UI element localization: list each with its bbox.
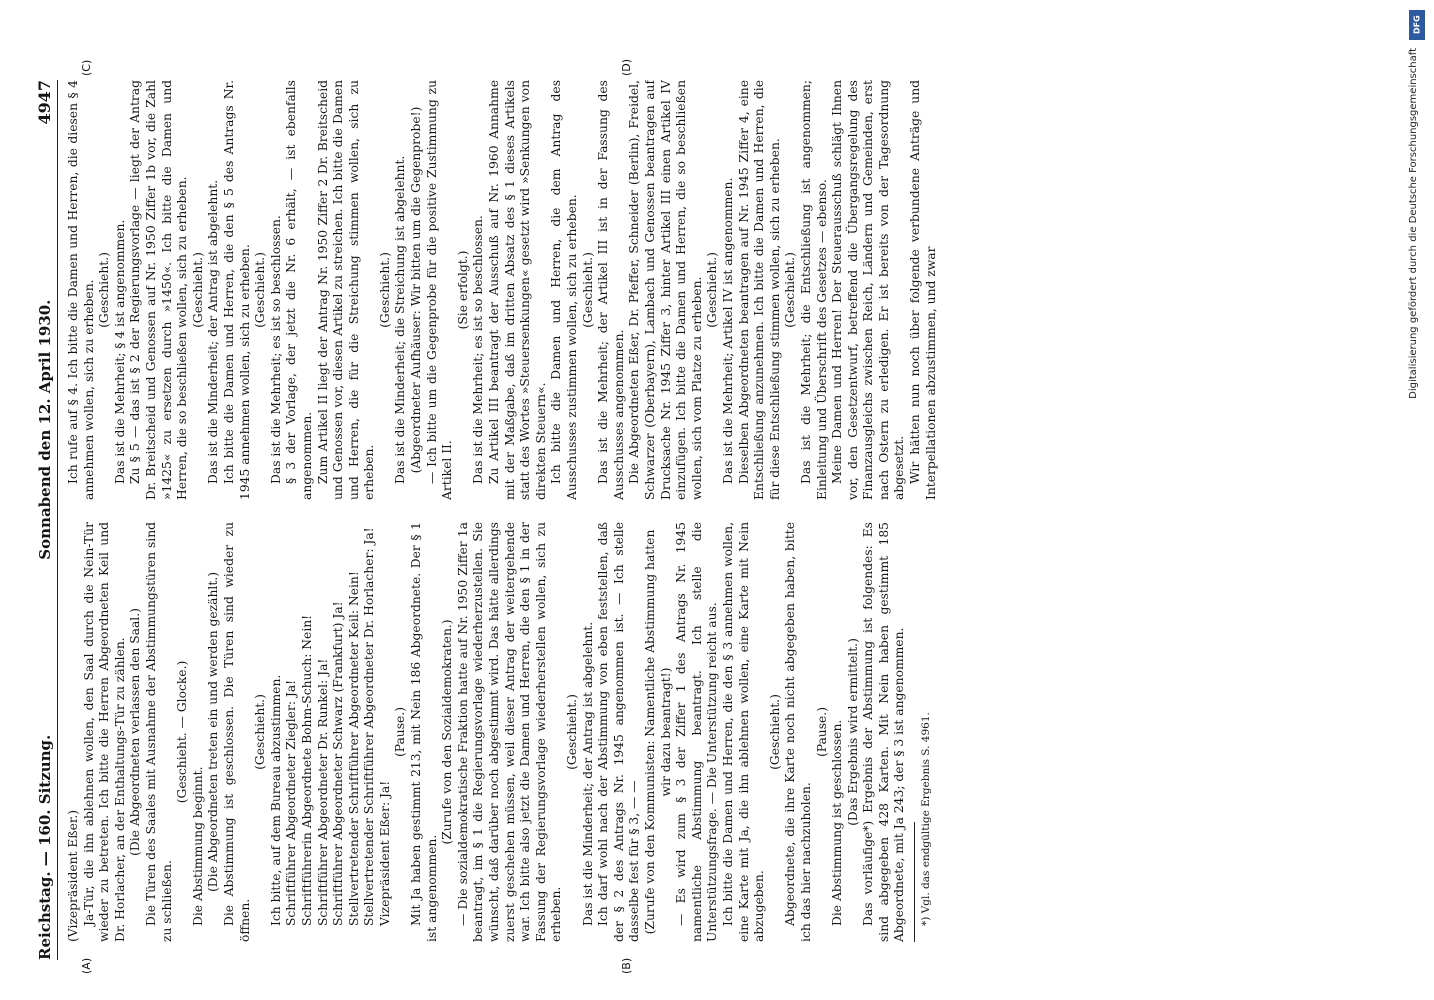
- paragraph: Stellvertretender Schriftführer Abgeordneter Dr. Horlacher: Ja!: [362, 527, 377, 926]
- dfg-logo-icon: DFG: [1409, 10, 1425, 40]
- paragraph: — Ich bitte um die Gegenprobe für die positive Zustimmung zu Artikel II.: [424, 80, 455, 500]
- paragraph: (Geschieht.): [767, 694, 782, 770]
- paragraph: (Pause.): [393, 706, 408, 758]
- paragraph: Das ist die Minderheit; der Antrag ist abgelehnt.: [206, 179, 221, 484]
- paragraph: Das ist die Mehrheit; § 4 ist angenommen.: [112, 219, 127, 484]
- paragraph: Das vorläufige*) Ergebnis der Abstimmung ist folgendes: Es sind abgegeben 428 Karten. Mit Nein haben gestimmt 185 Abgeordnete, mit Ja 243; der § 3 ist angenommen.: [861, 522, 907, 942]
- paragraph: (Die Abgeordneten verlassen den Saal.): [128, 608, 143, 856]
- paragraph: Zu Artikel III beantragt der Ausschuß auf Nr. 1960 Annahme mit der Maßgabe, daß im dritten Absatz des § 1 dieses Artikels statt des Wortes »Steuersenkungen« gesetzt wird »Senkungen von direkten Steuern«.: [487, 80, 548, 500]
- paragraph: Wir hätten nun noch über folgende verbundene Anträge und Interpellationen abzustimmen, und zwar: [908, 80, 938, 500]
- footnote-rule: [914, 822, 915, 942]
- paragraph: (Vizepräsident Eßer.): [66, 809, 80, 942]
- footnote: *) Vgl. das endgültige Ergebnis S. 4961.: [920, 712, 933, 926]
- paragraph: Schriftführer Abgeordneter Ziegler: Ja!: [284, 679, 299, 926]
- margin-marker-a: (A): [80, 957, 93, 974]
- paragraph: (Geschieht. — Glocke.): [175, 660, 190, 804]
- margin-marker-c: (C): [80, 59, 93, 76]
- paragraph: Das ist die Mehrheit; die Entschließung ist angenommen; Einleitung und Überschrift des Gesetzes — ebenso.: [798, 80, 829, 500]
- margin-marker-b: (B): [620, 957, 633, 974]
- paragraph: Meine Damen und Herren! Der Steuerausschuß schlägt Ihnen vor, den Gesetzentwurf, betreffend die Übergangsregelung des Finanzausgleichs zwischen Reich, Ländern und Gemeinden, erst nach Ostern zu erledigen. Er ist bereits von der Tagesordnung abgesetzt.: [830, 80, 907, 500]
- paragraph: Zu § 5 — das ist § 2 der Regierungsvorlage — liegt der Antrag Dr. Breitscheid und Genossen auf Nr. 1950 Ziffer 1b vor, die Zahl »1425« zu ersetzen durch »1450«. Ich bitte die Damen und Herren, die so beschließen wollen, sich zu erheben.: [128, 80, 190, 500]
- paragraph: (Zurufe von den Sozialdemokraten.): [440, 619, 455, 845]
- paragraph: Das ist die Minderheit; die Streichung ist abgelehnt.: [393, 155, 408, 484]
- left-column: [66, 522, 1216, 942]
- paragraph: (Die Abgeordneten treten ein und werden gezählt.): [206, 572, 221, 892]
- paragraph: Schriftführerin Abgeordnete Bohm-Schuch: Nein!: [299, 614, 314, 926]
- paragraph: (Geschieht.): [97, 252, 112, 328]
- paragraph: Die Abgeordneten Eßer, Dr. Pfeffer, Schneider (Berlin), Freidel, Schwarzer (Oberbayern), Lambach und Genossen beantragen auf Drucksache Nr. 1945 Ziffer 3, hinter Artikel III einen Artikel IV einzufügen. Ich bitte die Damen und Herren, die so beschließen wollen, sich vom Platze zu erheben.: [627, 80, 704, 500]
- paragraph: (Geschieht.): [253, 694, 268, 770]
- paragraph: (Pause.): [814, 706, 829, 758]
- paragraph: Das ist die Mehrheit; Artikel IV ist angenommen.: [720, 177, 735, 484]
- paragraph: (Das Ergebnis wird ermittelt.): [845, 638, 860, 826]
- paragraph: Mit Ja haben gestimmt 213, mit Nein 186 Abgeordnete. Der § 1 ist angenommen.: [409, 522, 439, 942]
- paragraph: (Abgeordneter Aufhäuser: Wir bitten um die Gegenprobe!): [409, 106, 424, 474]
- right-column: [66, 80, 1216, 500]
- dfg-sidebar: [1400, 0, 1434, 1000]
- paragraph: (Geschieht.): [190, 252, 205, 328]
- paragraph: Die Türen des Saales mit Ausnahme der Abstimmungstüren sind zu schließen.: [143, 522, 174, 942]
- rotated-page: [20, 58, 1220, 974]
- paragraph: Ich bitte die Damen und Herren, die den § 5 des Antrags Nr. 1945 annehmen wollen, sich zu erheben.: [221, 80, 252, 500]
- paragraph: (Geschieht.): [783, 252, 798, 328]
- paragraph: Ich bitte die Damen und Herren, die dem Antrag des Ausschusses zustimmen wollen, sich zu erheben.: [549, 80, 579, 500]
- paragraph: (Geschieht.): [377, 252, 392, 328]
- paragraph: Ich bitte die Damen und Herren, die den § 3 annehmen wollen, eine Karte mit Ja, die ihn ablehnen wollen, eine Karte mit Nein abzugeben.: [720, 522, 767, 942]
- paragraph: Das ist die Mehrheit; der Artikel III ist in der Fassung des Ausschusses angenommen.: [596, 80, 626, 500]
- paragraph: Stellvertretender Schriftführer Abgeordneter Keil: Nein!: [346, 571, 361, 926]
- paragraph: (Zurufe von den Kommunisten: Namentliche Abstimmung hatten wir dazu beantragt!): [642, 529, 673, 935]
- header-center: Sonnabend den 12. April 1930.: [36, 299, 54, 560]
- paragraph: (Geschieht.): [580, 252, 595, 328]
- paragraph: Ja-Tür, die ihn ablehnen wollen, den Saal durch die Nein-Tür wieder zu betreten. Ich bitte die Herren Abgeordneten Keil und Dr. Horlacher, an der Enthaltungs-Tür zu zählen.: [81, 522, 127, 942]
- header-left: Reichstag. — 160. Sitzung.: [36, 734, 54, 960]
- paragraph: Ich darf wohl nach der Abstimmung von eben feststellen, daß der § 2 des Antrags Nr. 1945 angenommen ist. — Ich stelle dasselbe fest für § 3, — —: [596, 522, 642, 942]
- paragraph: Das ist die Minderheit; der Antrag ist abgelehnt.: [580, 621, 595, 926]
- paragraph: § 3 der Vorlage, der jetzt die Nr. 6 erhält, — ist ebenfalls angenommen.: [284, 80, 314, 500]
- paragraph: Das ist die Mehrheit; es ist so beschlossen.: [268, 215, 283, 484]
- paragraph: Schriftführer Abgeordneter Schwarz (Frankfurt) Ja!: [331, 601, 346, 926]
- paragraph: Vizepräsident Eßer: Ja!: [377, 780, 392, 926]
- paragraph: (Geschieht.): [705, 252, 720, 328]
- paragraph: Abgeordnete, die ihre Karte noch nicht abgegeben haben, bitte ich das hier nachzuholen.: [783, 522, 813, 942]
- paragraph: (Sie erfolgt.): [455, 250, 470, 330]
- paragraph: — Es wird zum § 3 der Ziffer 1 des Antrags Nr. 1945 namentliche Abstimmung beantragt. Ich stelle die Unterstützungsfrage. — Die Unterstützung reicht aus.: [674, 522, 720, 942]
- paragraph: Das ist die Mehrheit; es ist so beschlossen.: [471, 215, 486, 484]
- paragraph: (Geschieht.): [565, 694, 579, 770]
- page-header: [20, 80, 58, 960]
- paragraph: — Die sozialdemokratische Fraktion hatte auf Nr. 1950 Ziffer 1a beantragt, im § 1 die Regierungsvorlage wiederherzustellen. Sie wünscht, daß darüber noch abgestimmt wird. Das hätte allerdings zuerst geschehen müssen, weil dieser Antrag der weitergehende war. Ich bitte also jetzt die Damen und Herren, die den § 1 in der Fassung der Regierungsvorlage wiederherstellen wollen, sich zu erheben.: [455, 522, 564, 942]
- paragraph: (Geschieht.): [253, 252, 268, 328]
- margin-marker-d: (D): [620, 58, 633, 76]
- paragraph: Zum Artikel II liegt der Antrag Nr. 1950 Ziffer 2 Dr. Breitscheid und Genossen vor, diesen Artikel zu streichen. Ich bitte die Damen und Herren, die für die Streichung stimmen wollen, sich zu erheben.: [315, 80, 377, 500]
- paragraph: Die Abstimmung ist geschlossen. Die Türen sind wieder zu öffnen.: [221, 522, 252, 942]
- dfg-credit: Digitalisierung gefördert durch die Deutsche Forschungsgemeinschaft: [1408, 48, 1419, 399]
- paragraph: Schriftführer Abgeordneter Dr. Runkel: Ja!: [315, 658, 330, 926]
- paragraph: Die Abstimmung ist geschlossen.: [830, 719, 845, 926]
- paragraph: Ich rufe auf § 4. Ich bitte die Damen und Herren, die diesen § 4 annehmen wollen, sich zu erheben.: [66, 80, 96, 500]
- paragraph: Ich bitte, auf dem Bureau abzustimmen.: [268, 674, 283, 926]
- paragraph: Die Abstimmung beginnt.: [190, 766, 205, 926]
- paragraph: Dieselben Abgeordneten beantragen auf Nr. 1945 Ziffer 4, eine Entschließung anzunehmen. Ich bitte die Damen und Herren, die für diese Entschließung stimmen wollen, sich zu erheben.: [736, 80, 782, 500]
- page-number: 4947: [35, 80, 54, 125]
